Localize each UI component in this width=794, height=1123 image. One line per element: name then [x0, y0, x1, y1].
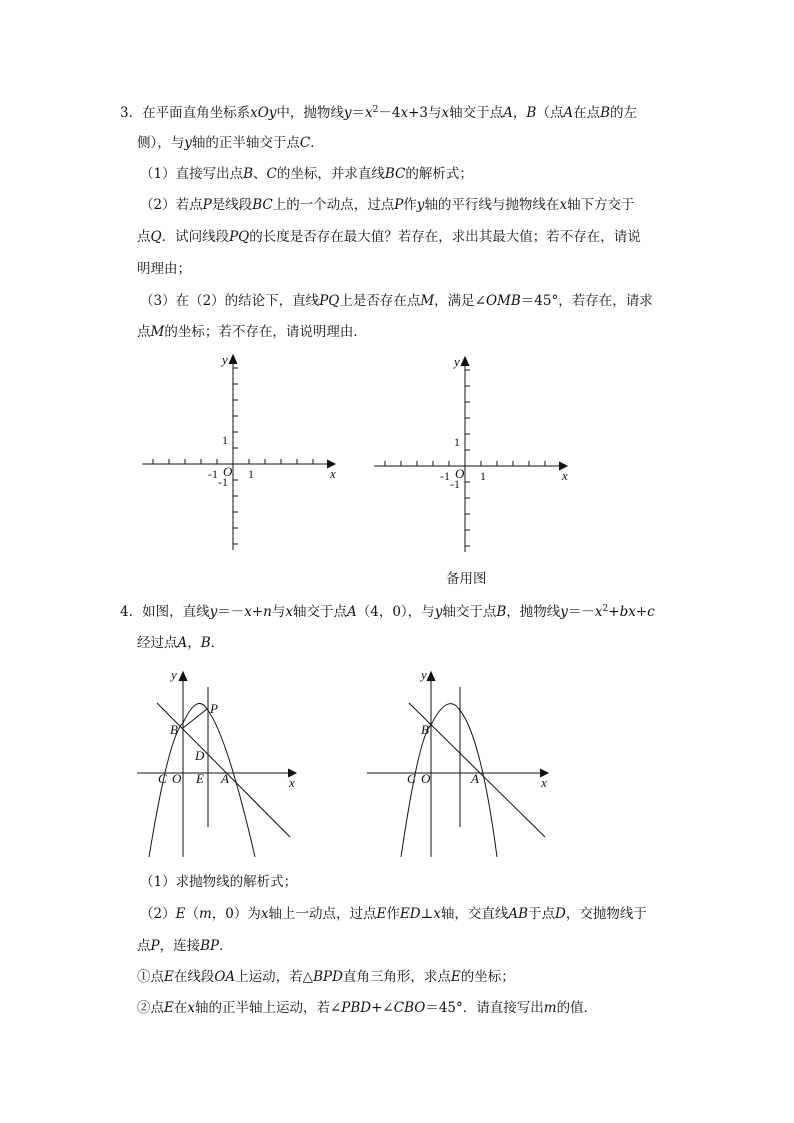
y-tick-label-neg1: -1 [218, 475, 228, 489]
y-axis-label: y [171, 667, 177, 682]
point-A-label: A [221, 771, 229, 786]
y-axis-arrow-icon [427, 672, 435, 681]
x-tick-label-neg1: -1 [208, 467, 218, 481]
y-axis-arrow-icon [179, 672, 187, 681]
segment-BP [183, 709, 207, 728]
q3-part3-line1: （3）在（2）的结论下，直线PQ上是否存在点M，满足∠OMB＝45°，若存在，请求 [140, 293, 653, 309]
q3-part1: （1）直接写出点B、C的坐标，并求直线BC的解析式； [140, 166, 473, 182]
point-C-label: C [407, 771, 416, 786]
q3-axes-figure-1 [138, 350, 348, 560]
x-axis-label: x [541, 775, 547, 790]
y-tick-label-1: 1 [222, 433, 228, 447]
origin-label: O [223, 464, 233, 479]
q4-figure-1 [135, 665, 305, 860]
x-tick-label-1: 1 [248, 467, 254, 481]
point-B-label: B [421, 722, 429, 737]
y-tick-label-1: 1 [454, 435, 460, 449]
y-tick-label-neg1: -1 [450, 477, 460, 491]
backup-figure-caption: 备用图 [446, 571, 487, 587]
line-AB [409, 703, 545, 837]
point-D-label: D [195, 748, 205, 763]
q3-line2: 侧），与y轴的正半轴交于点C． [137, 135, 324, 151]
point-B-label: B [170, 722, 178, 737]
y-axis-label: y [454, 354, 460, 369]
x-axis-label: x [289, 775, 295, 790]
x-tick-label-neg1: -1 [440, 469, 450, 483]
q3-part2-line2: 点Q．试问线段PQ的长度是否存在最大值？若存在，求出其最大值；若不存在，请说 [137, 229, 641, 245]
q3-axes-figure-2 [370, 352, 580, 562]
q4-subpart1: ①点E在线段OA上运动，若△BPD直角三角形，求点E的坐标； [137, 969, 515, 985]
q4-subpart2: ②点E在x轴的正半轴上运动，若∠PBD+∠CBO＝45°．请直接写出m的值． [137, 1000, 598, 1016]
origin-label: O [455, 466, 465, 481]
point-C-label: C [158, 771, 167, 786]
q4-part1: （1）求抛物线的解析式； [140, 874, 298, 890]
x-axis-label: x [330, 466, 336, 481]
q3-number: 3． [120, 105, 143, 121]
origin-label: O [172, 771, 182, 786]
y-ticks [233, 368, 238, 544]
y-axis-arrow-icon [229, 355, 237, 364]
y-axis-label: y [222, 352, 228, 367]
q3-part2-line3: 明理由； [137, 261, 191, 277]
y-axis-arrow-icon [461, 357, 469, 366]
y-axis-label: y [421, 667, 427, 682]
origin-label: O [421, 771, 431, 786]
q4-line1: 4．如图，直线y＝－x+n与x轴交于点A（4，0），与y轴交于点B，抛物线$y=-x^2+bx+c$ [120, 604, 655, 620]
q4-number: 4． [120, 604, 143, 620]
q4-figure-2 [365, 665, 555, 860]
point-E-label: E [196, 771, 204, 786]
point-A-label: A [471, 771, 479, 786]
q3-part3-line2: 点M的坐标；若不存在，请说明理由． [137, 324, 367, 340]
q4-part2-line1: （2）E（m，0）为x轴上一动点，过点E作ED⊥x轴，交直线AB于点D，交抛物线于 [140, 906, 647, 922]
x-axis-label: x [562, 468, 568, 483]
q3-line1: 3．在平面直角坐标系xOy中，抛物线$y=x^2-4x+3$与x轴交于点A，B（点A在点B的左 [120, 105, 637, 121]
y-ticks [465, 370, 470, 546]
x-tick-label-1: 1 [480, 469, 486, 483]
q4-line2: 经过点A，B． [137, 635, 225, 651]
q4-part2-line2: 点P，连接BP． [137, 938, 233, 954]
q3-part2-line1: （2）若点P是线段BC上的一个动点，过点P作y轴的平行线与抛物线在x轴下方交于 [140, 197, 635, 213]
point-P-label: P [210, 701, 218, 716]
